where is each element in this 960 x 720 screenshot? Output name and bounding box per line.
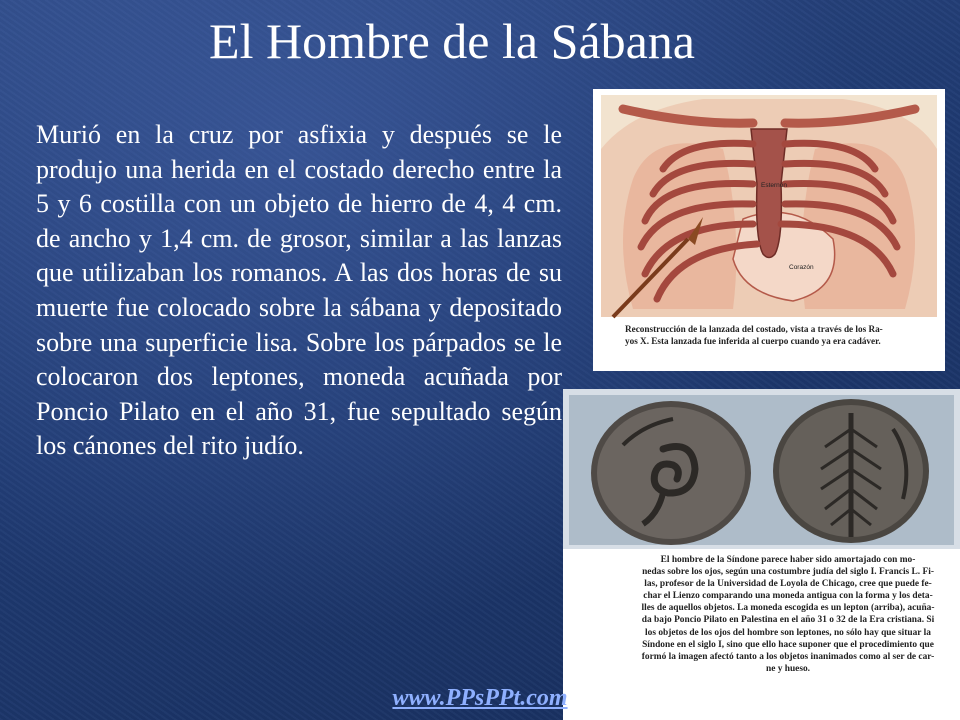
slide-title: El Hombre de la Sábana	[209, 13, 695, 69]
slide-body-text: Murió en la cruz por asfixia y después se le produjo una herida en el costado derecho entre la 5 y 6 costilla con un objeto de hierro de 4, 4 cm. de ancho y 1,4 cm. de grosor, similar a las lanzas que utilizaban los romanos. A las dos horas de su muerte fue colocado sobre la sábana y depositado sobre una superficie lisa. Sobre los párpados se le colocaron dos leptones, moneda acuñada por Poncio Pilato en el año 31, fue sepultado según los cánones del rito judío.	[36, 120, 562, 461]
ribcage-xray-illustration	[593, 89, 945, 371]
coins-drawing	[563, 389, 960, 549]
footer-website-link[interactable]: www.PPsPPt.com	[392, 685, 568, 711]
coin-left	[591, 401, 751, 545]
coins-caption: El hombre de la Síndone parece haber sido amortajado con mo- nedas sobre los ojos, según una costumbre judía del siglo I. Francis L. Fi- las, profesor de la Universidad de Loyola de Chicago, cree que puede fe- char el Lienzo comparando una moneda antigua con la forma y los deta- lles de aquellos objetos. La moneda escogida es un lepton (arriba), acuña- da bajo Poncio Pilato en Palestina en el año 31 o 32 de la Era cristiana. Si los objetos de los ojos del hombre son leptones, no sólo hay que situar la Síndone en el siglo I, sino que ello hace suponer que el procedimiento que formó la imagen afectó tanto a los objetos inanimados como al ser de car- ne y hueso.	[641, 555, 935, 674]
ribcage-caption: Reconstrucción de la lanzada del costado, vista a través de los Ra- yos X. Esta lanzada fue inferida al cuerpo cuando ya era cadáver.	[625, 324, 883, 346]
coin-right	[773, 399, 929, 543]
heart-label: Corazón	[789, 264, 814, 271]
lepton-coins-photo	[563, 389, 960, 720]
sternum-label: Esternón	[761, 182, 788, 189]
